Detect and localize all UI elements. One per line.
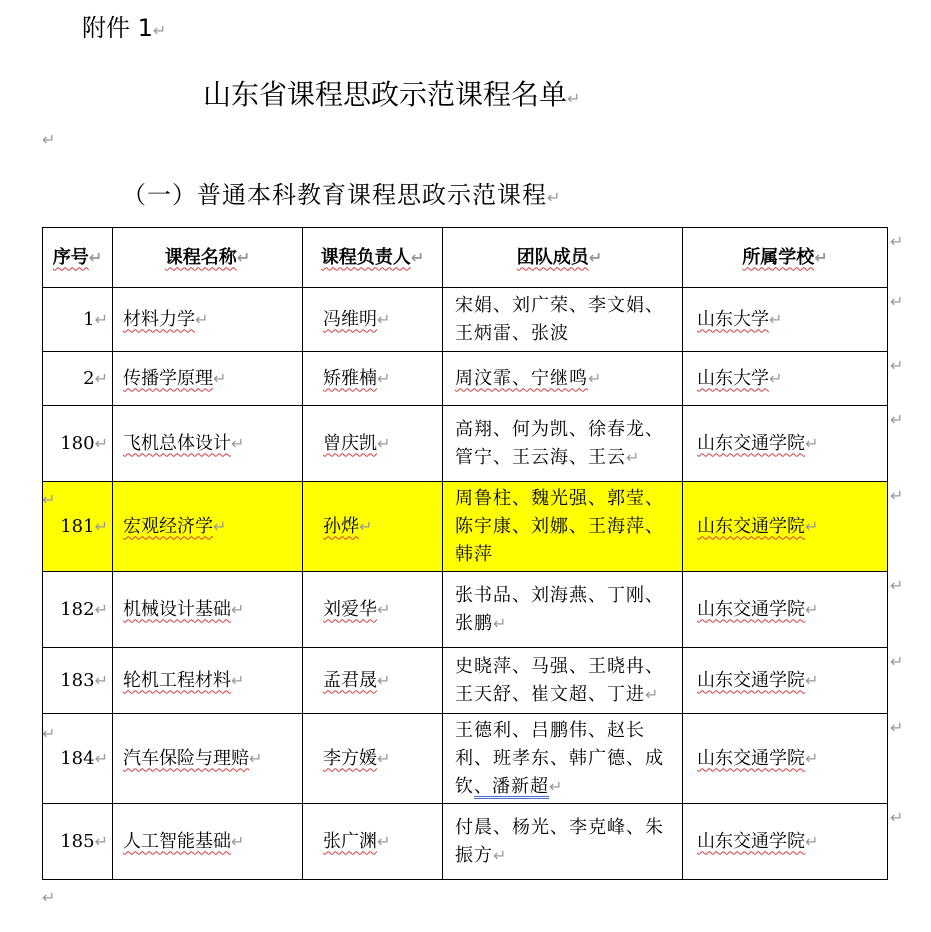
row-no: 1↵ (43, 288, 113, 352)
row-school: 山东大学↵ (683, 352, 888, 406)
row-school: 山东交通学院↵ (683, 482, 888, 572)
row-course: 宏观经济学↵ (113, 482, 303, 572)
row-team: 付晨、杨光、李克峰、朱 振方↵ (443, 804, 683, 880)
row-school: 山东交通学院↵ (683, 714, 888, 804)
row-team: 张书品、刘海燕、丁刚、张鹏↵ (443, 572, 683, 648)
row-no: 185↵ (43, 804, 113, 880)
table-row (43, 714, 888, 804)
table-row (43, 648, 888, 714)
row-end-mark-icon: ↵ (890, 486, 904, 505)
table-row (43, 288, 888, 352)
row-leader: 孙烨↵ (303, 482, 443, 572)
attachment-label: 附件 1↵ (82, 14, 167, 42)
row-end-mark-icon: ↵ (890, 410, 904, 429)
empty-paragraph-mark-icon: ↵ (42, 130, 56, 149)
header-course: 课程名称↵ (113, 228, 303, 288)
courses-table (42, 227, 888, 880)
row-school: 山东交通学院↵ (683, 572, 888, 648)
header-team: 团队成员↵ (443, 228, 683, 288)
cell-paragraph-mark-icon: ↵ (42, 724, 56, 743)
row-team: 高翔、何为凯、徐春龙、管宁、王云海、王云↵ (443, 406, 683, 482)
row-school: 山东交通学院↵ (683, 804, 888, 880)
paragraph-mark-icon: ↵ (152, 21, 167, 40)
row-leader: 孟君晟↵ (303, 648, 443, 714)
row-no: 2↵ (43, 352, 113, 406)
row-no: 183↵ (43, 648, 113, 714)
table-header-row (43, 228, 888, 288)
paragraph-mark-icon: ↵ (547, 188, 562, 207)
row-team: 王德利、吕鹏伟、赵长利、班孝东、韩广德、成钦、潘新超↵ (443, 714, 683, 804)
row-leader: 刘爱华↵ (303, 572, 443, 648)
row-no: 182↵ (43, 572, 113, 648)
row-school: 山东交通学院↵ (683, 648, 888, 714)
row-course: 传播学原理↵ (113, 352, 303, 406)
row-no: 180↵ (43, 406, 113, 482)
cell-paragraph-mark-icon: ↵ (42, 490, 56, 509)
section-title: （一）普通本科教育课程思政示范课程↵ (122, 181, 562, 209)
row-team: 周鲁柱、魏光强、郭莹、陈宇康、刘娜、王海萍、韩萍 (443, 482, 683, 572)
row-team: 周汶霏、宁继鸣↵ (443, 352, 683, 406)
end-paragraph-mark-icon: ↵ (42, 888, 56, 907)
row-end-mark-icon: ↵ (890, 232, 904, 251)
row-end-mark-icon: ↵ (890, 718, 904, 737)
table-row (43, 572, 888, 648)
row-leader: 曾庆凯↵ (303, 406, 443, 482)
header-school: 所属学校↵ (683, 228, 888, 288)
table-row (43, 406, 888, 482)
row-end-mark-icon: ↵ (890, 652, 904, 671)
row-team: 史晓萍、马强、王晓冉、王天舒、崔文超、丁进↵ (443, 648, 683, 714)
row-leader: 张广渊↵ (303, 804, 443, 880)
row-team: 宋娟、刘广荣、李文娟、王炳雷、张波 (443, 288, 683, 352)
row-school: 山东交通学院↵ (683, 406, 888, 482)
paragraph-mark-icon: ↵ (567, 89, 581, 108)
row-course: 汽车保险与理赔↵ (113, 714, 303, 804)
row-course: 人工智能基础↵ (113, 804, 303, 880)
row-no: 181↵ (43, 482, 113, 572)
row-leader: 冯维明↵ (303, 288, 443, 352)
row-no: 184↵ (43, 714, 113, 804)
row-end-mark-icon: ↵ (890, 292, 904, 311)
row-school: 山东大学↵ (683, 288, 888, 352)
table-row-highlighted (43, 482, 888, 572)
row-end-mark-icon: ↵ (890, 356, 904, 375)
row-course: 飞机总体设计↵ (113, 406, 303, 482)
table-row (43, 804, 888, 880)
row-course: 机械设计基础↵ (113, 572, 303, 648)
table-row (43, 352, 888, 406)
row-course: 材料力学↵ (113, 288, 303, 352)
row-end-mark-icon: ↵ (890, 576, 904, 595)
header-no: 序号↵ (43, 228, 113, 288)
header-leader: 课程负责人↵ (303, 228, 443, 288)
document-title: 山东省课程思政示范课程名单↵ (203, 78, 581, 111)
row-course: 轮机工程材料↵ (113, 648, 303, 714)
row-leader: 矫雅楠↵ (303, 352, 443, 406)
row-leader: 李方媛↵ (303, 714, 443, 804)
row-end-mark-icon: ↵ (890, 808, 904, 827)
